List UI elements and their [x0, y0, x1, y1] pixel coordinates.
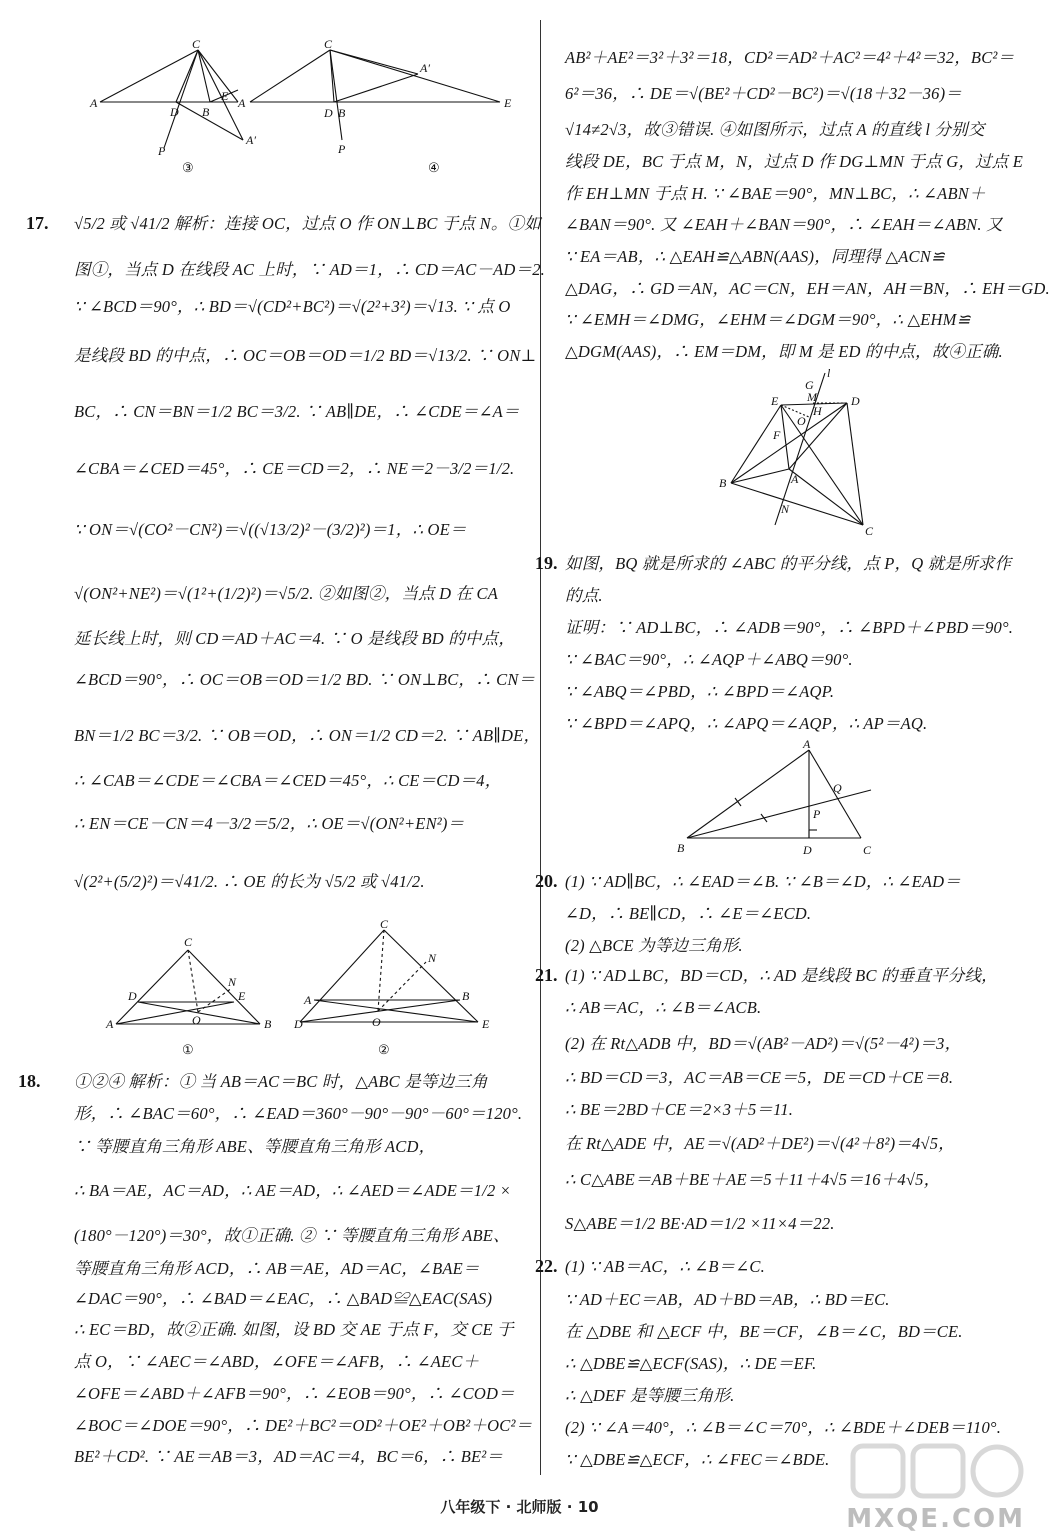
q21-line-3: (2) 在 Rt△ADB 中，BD＝√(AB²－AD²)＝√(5²－4²)＝3， [565, 1034, 962, 1053]
figure-4-caption: ④ [428, 160, 440, 175]
q19-line-5: ∵ ∠ABQ＝∠PBD，∴ ∠BPD＝∠AQP. [565, 682, 835, 701]
svg-text:A′: A′ [420, 61, 430, 75]
svg-text:E: E [482, 1017, 490, 1031]
figure-1-caption: ① [182, 1042, 194, 1057]
svg-text:P: P [813, 807, 821, 821]
question-17-number: 17. [26, 213, 49, 233]
q19-line-1: 如图，BQ 就是所求的 ∠ABC 的平分线，点 P，Q 就是所求作 [565, 554, 1012, 573]
q18-line-12: BE²＋CD². ∵ AE＝AB＝3，AD＝AC＝4，BC＝6，∴ BE²＝ [74, 1447, 504, 1466]
q22-line-7: ∵ △DBE≌△ECF，∴ ∠FEC＝∠BDE. [565, 1450, 830, 1469]
q20-line-1: (1) ∵ AD∥BC，∴ ∠EAD＝∠B. ∵ ∠B＝∠D，∴ ∠EAD＝ [565, 872, 961, 891]
q18-line-5: (180°－120°)＝30°，故①正确. ② ∵ 等腰直角三角形 ABE、 [74, 1226, 510, 1245]
svg-text:E: E [504, 96, 512, 110]
q22-line-4: ∴ △DBE≌△ECF(SAS)，∴ DE＝EF. [565, 1354, 817, 1373]
q18-cont-line-7: ∵ EA＝AB，∴ △EAH≌△ABN(AAS)，同理得 △ACN≌ [565, 247, 945, 266]
q18-cont-line-4: 线段 DE，BC 于点 M，N，过点 D 作 DG⊥MN 于点 G，过点 E [565, 152, 1024, 171]
svg-text:O: O [192, 1013, 201, 1027]
svg-text:D: D [803, 843, 812, 857]
question-19-number: 19. [535, 553, 558, 573]
svg-text:N: N [781, 502, 790, 516]
figure-q18-part4 [715, 365, 875, 545]
question-21-number: 21. [535, 965, 558, 985]
q18-line-9: 点 O，∵ ∠AEC＝∠ABD，∠OFE＝∠AFB，∴ ∠AEC＋ [74, 1352, 480, 1371]
figure-q19 [675, 738, 895, 858]
svg-text:G: G [805, 378, 814, 392]
q17-line-7: ∵ ON＝√(CO²－CN²)＝√((√13/2)²－(3/2)²)＝1，∴ OE＝ [74, 520, 467, 539]
svg-text:D: D [851, 394, 860, 408]
q18-cont-line-10: △DGM(AAS)，∴ EM＝DM，即 M 是 ED 的中点，故④正确. [565, 342, 1003, 361]
q18-cont-line-6: ∠BAN＝90°. 又 ∠EAH＋∠BAN＝90°，∴ ∠EAH＝∠ABN. 又 [565, 215, 1003, 234]
q17-line-9: 延长线上时，则 CD＝AD＋AC＝4. ∵ O 是线段 BD 的中点， [74, 629, 516, 648]
q17-line-5: BC，∴ CN＝BN＝1/2 BC＝3/2. ∵ AB∥DE，∴ ∠CDE＝∠A＝ [74, 402, 520, 421]
q21-line-5: ∴ BE＝2BD＋CE＝2×3＋5＝11. [565, 1100, 794, 1119]
q20-line-2: ∠D，∴ BE∥CD，∴ ∠E＝∠ECD. [565, 904, 812, 923]
q18-cont-line-5: 作 EH⊥MN 于点 H. ∵ ∠BAE＝90°，MN⊥BC，∴ ∠ABN＋ [565, 184, 986, 203]
q17-line-2: 图①，当点 D 在线段 AC 上时，∵ AD＝1，∴ CD＝AC－AD＝2. [74, 260, 545, 279]
q22-line-1: (1) ∵ AB＝AC，∴ ∠B＝∠C. [565, 1257, 765, 1276]
q19-line-4: ∵ ∠BAC＝90°，∴ ∠AQP＋∠ABQ＝90°. [565, 650, 853, 669]
svg-text:Q: Q [833, 781, 842, 795]
svg-text:C: C [324, 37, 333, 51]
svg-text:E: E [238, 989, 246, 1003]
svg-text:C: C [192, 37, 201, 51]
svg-text:A: A [106, 1017, 114, 1031]
svg-text:C: C [380, 917, 389, 931]
svg-text:C: C [863, 843, 872, 857]
q19-line-2: 的点. [565, 586, 603, 605]
q21-line-7: ∴ C△ABE＝AB＋BE＋AE＝5＋11＋4√5＝16＋4√5， [565, 1170, 941, 1189]
q18-line-11: ∠BOC＝∠DOE＝90°，∴ DE²＋BC²＝OD²＋OE²＋OB²＋OC²＝ [74, 1416, 533, 1435]
q18-line-2: 形，∴ ∠BAC＝60°，∴ ∠EAD＝360°－90°－90°－60°＝120°. [74, 1104, 523, 1123]
q18-line-6: 等腰直角三角形 ACD，∴ AB＝AE，AD＝AC，∠BAE＝ [74, 1259, 480, 1278]
q17-line-11: BN＝1/2 BC＝3/2. ∵ OB＝OD，∴ ON＝1/2 CD＝2. ∵ AB∥DE， [74, 726, 541, 745]
watermark-text: MXQE.COM [846, 1504, 1025, 1534]
svg-text:P: P [158, 144, 166, 158]
svg-text:A: A [238, 96, 246, 110]
q19-line-6: ∵ ∠BPD＝∠APQ，∴ ∠APQ＝∠AQP，∴ AP＝AQ. [565, 714, 928, 733]
q17-line-3: ∵ ∠BCD＝90°，∴ BD＝√(CD²+BC²)＝√(2²+3²)＝√13. ∵ 点 O [74, 297, 511, 316]
svg-text:B: B [264, 1017, 272, 1031]
q21-line-6: 在 Rt△ADE 中，AE＝√(AD²＋DE²)＝√(4²＋8²)＝4√5， [565, 1134, 955, 1153]
q22-line-3: 在 △DBE 和 △ECF 中，BE＝CF，∠B＝∠C，BD＝CE. [565, 1322, 963, 1341]
svg-text:C: C [184, 935, 193, 949]
figure-1-mid [104, 932, 284, 1062]
question-18-number: 18. [18, 1071, 41, 1091]
svg-text:D: D [324, 106, 333, 120]
q18-cont-line-2: 6²＝36，∴ DE＝√(BE²＋CD²－BC²)＝√(18＋32－36)＝ [565, 84, 963, 103]
svg-text:A: A [90, 96, 98, 110]
svg-text:B: B [338, 106, 346, 120]
svg-text:l: l [827, 366, 831, 380]
figure-3-top [88, 37, 258, 180]
q17-line-4: 是线段 BD 的中点，∴ OC＝OB＝OD＝1/2 BD＝√13/2. ∵ ON⊥ [74, 346, 537, 365]
svg-text:A: A [791, 472, 799, 486]
q18-line-4: ∴ BA＝AE，AC＝AD，∴ AE＝AD，∴ ∠AED＝∠ADE＝1/2 × [74, 1181, 512, 1200]
q18-line-8: ∴ EC＝BD，故②正确. 如图，设 BD 交 AE 于点 F，交 CE 于 [74, 1320, 514, 1339]
q21-line-4: ∴ BD＝CD＝3，AC＝AB＝CE＝5，DE＝CD＋CE＝8. [565, 1068, 954, 1087]
q17-line-12: ∴ ∠CAB＝∠CDE＝∠CBA＝∠CED＝45°，∴ CE＝CD＝4， [74, 771, 502, 790]
svg-text:D: D [128, 989, 137, 1003]
q18-line-7: ∠DAC＝90°，∴ ∠BAD＝∠EAC，∴ △BAD≌△EAC(SAS) [74, 1289, 493, 1308]
q19-line-3: 证明：∵ AD⊥BC，∴ ∠ADB＝90°，∴ ∠BPD＋∠PBD＝90°. [565, 618, 1014, 637]
page-footer: 八年级下 · 北师版 · 10 [440, 1498, 599, 1516]
svg-text:A: A [803, 737, 811, 751]
q17-line-10: ∠BCD＝90°，∴ OC＝OB＝OD＝1/2 BD. ∵ ON⊥BC，∴ CN＝ [74, 670, 536, 689]
q17-line-1: √5/2 或 √41/2 解析：连接 OC，过点 O 作 ON⊥BC 于点 N。①如 [74, 214, 541, 233]
question-22-number: 22. [535, 1256, 558, 1276]
svg-text:D: D [170, 105, 179, 119]
q17-line-14: √(2²+(5/2)²)＝√41/2. ∴ OE 的长为 √5/2 或 √41/2. [74, 872, 425, 891]
figure-2-mid [294, 917, 496, 1062]
svg-text:M: M [807, 390, 817, 404]
svg-text:B: B [719, 476, 727, 490]
figure-3-caption: ③ [182, 160, 194, 175]
svg-text:O: O [372, 1015, 381, 1029]
svg-text:B: B [462, 989, 470, 1003]
figure-4-top [238, 37, 518, 180]
q18-line-10: ∠OFE＝∠ABD＋∠AFB＝90°，∴ ∠EOB＝90°，∴ ∠COD＝ [74, 1384, 515, 1403]
question-20-number: 20. [535, 871, 558, 891]
q17-line-8: √(ON²+NE²)＝√(1²+(1/2)²)＝√5/2. ②如图②，当点 D 在 CA [74, 584, 499, 603]
q17-line-13: ∴ EN＝CE－CN＝4－3/2＝5/2，∴ OE＝√(ON²+EN²)＝ [74, 814, 465, 833]
q18-cont-line-9: ∵ ∠EMH＝∠DMG，∠EHM＝∠DGM＝90°，∴ △EHM≌ [565, 310, 971, 329]
q22-line-2: ∵ AD＋EC＝AB，AD＋BD＝AB，∴ BD＝EC. [565, 1290, 890, 1309]
q18-cont-line-8: △DAG，∴ GD＝AN，AC＝CN，EH＝AN，AH＝BN，∴ EH＝GD. [565, 279, 1050, 298]
svg-text:E: E [771, 394, 779, 408]
q22-line-5: ∴ △DEF 是等腰三角形. [565, 1386, 735, 1405]
q18-cont-line-3: √14≠2√3，故③错误. ④如图所示，过点 A 的直线 l 分别交 [565, 120, 985, 139]
q18-cont-line-1: AB²＋AE²＝3²＋3²＝18，CD²＝AD²＋AC²＝4²＋4²＝32，BC²＝ [565, 48, 1015, 67]
q17-line-6: ∠CBA＝∠CED＝45°，∴ CE＝CD＝2，∴ NE＝2－3/2＝1/2. [74, 459, 515, 478]
svg-text:N: N [228, 975, 237, 989]
q18-line-3: ∵ 等腰直角三角形 ABE、等腰直角三角形 ACD， [74, 1137, 436, 1156]
svg-text:N: N [428, 951, 437, 965]
svg-text:A: A [304, 993, 312, 1007]
q21-line-2: ∴ AB＝AC，∴ ∠B＝∠ACB. [565, 998, 762, 1017]
svg-text:A′: A′ [246, 133, 256, 147]
q22-line-6: (2) ∵ ∠A＝40°，∴ ∠B＝∠C＝70°，∴ ∠BDE＋∠DEB＝110°. [565, 1418, 1002, 1437]
svg-text:P: P [338, 142, 346, 156]
svg-text:H: H [813, 404, 822, 418]
q21-line-1: (1) ∵ AD⊥BC，BD＝CD，∴ AD 是线段 BC 的垂直平分线， [565, 966, 998, 985]
q21-line-8: S△ABE＝1/2 BE·AD＝1/2 ×11×4＝22. [565, 1214, 835, 1233]
svg-text:E: E [221, 89, 229, 103]
svg-text:C: C [865, 524, 874, 538]
q18-line-1: ①②④ 解析：① 当 AB＝AC＝BC 时，△ABC 是等边三角 [74, 1072, 488, 1091]
figure-2-caption: ② [378, 1042, 390, 1057]
svg-text:D: D [294, 1017, 303, 1031]
svg-text:F: F [773, 428, 781, 442]
svg-text:B: B [677, 841, 685, 855]
svg-text:O: O [797, 414, 806, 428]
svg-text:B: B [202, 105, 210, 119]
q20-line-3: (2) △BCE 为等边三角形. [565, 936, 743, 955]
